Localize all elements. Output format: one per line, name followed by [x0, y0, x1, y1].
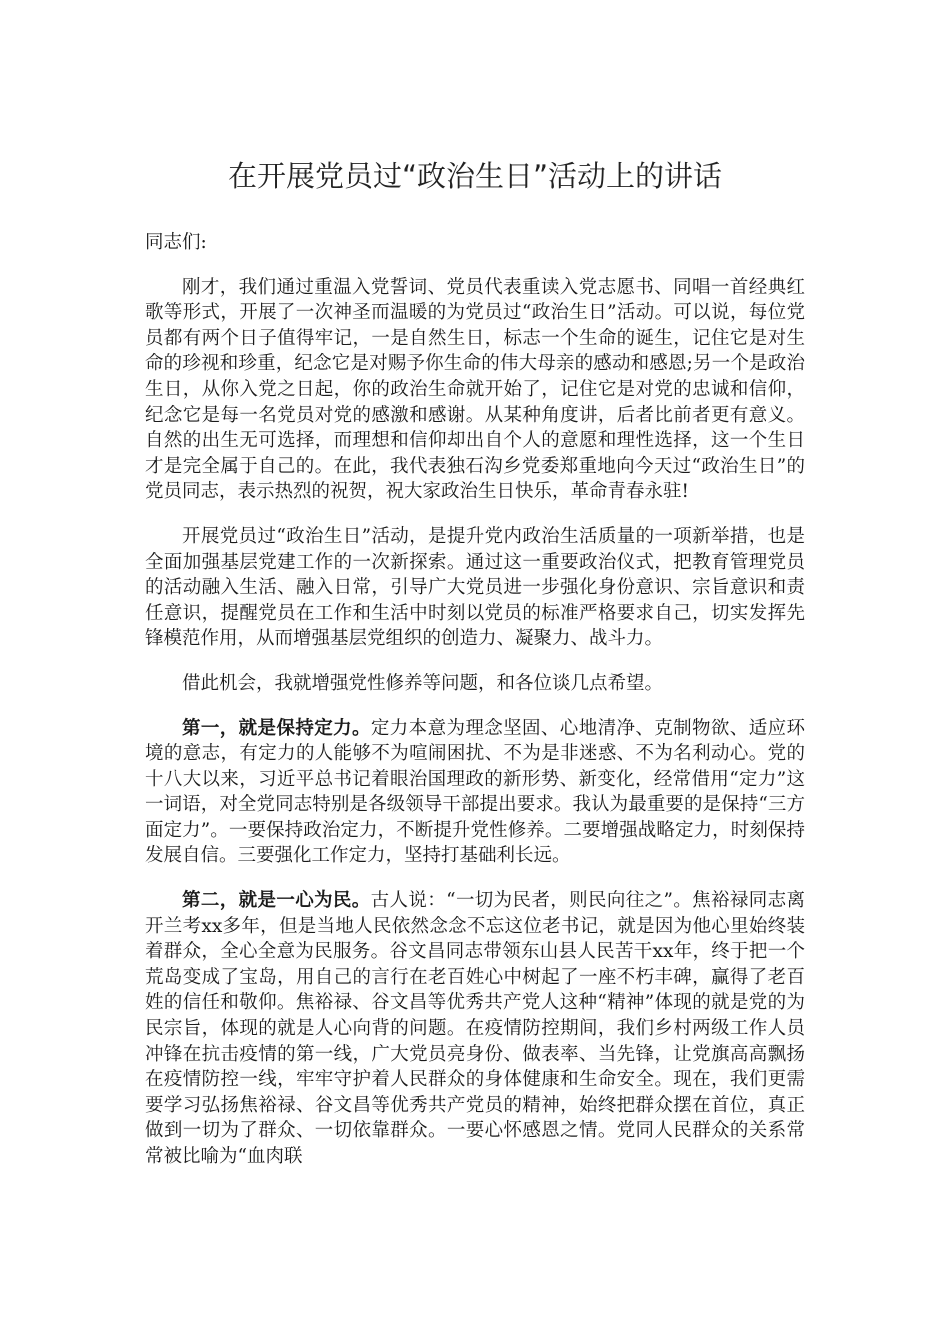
paragraph-point-one — [145, 716, 805, 870]
salutation: 同志们: — [145, 232, 207, 253]
paragraph-text: 借此机会，我就增强党性修养等问题，和各位谈几点希望。 — [182, 672, 664, 694]
paragraph-lead-heading: 第二，就是一心为民。 — [182, 890, 371, 912]
paragraph-text: 定力本意为理念坚固、心地清净、克制物欲、适应环境的意志，有定力的人能够不为喧闹困扰、不为是非迷惑、不为名利动心。党的十八大以来，习近平总书记着眼治国理政的新形势、新变化，经常借用“定力”这一词语，对全党同志特别是各级领导干部提出要求。我认为最重要的是保持“三方面定力”。一要保持政治定力，不断提升党性修养。二要增强战略定力，时刻保持发展自信。三要强化工作定力，坚持打基础利长远。 — [145, 717, 805, 867]
paragraph-text: 刚才，我们通过重温入党誓词、党员代表重读入党志愿书、同唱一首经典红歌等形式，开展了一次神圣而温暖的为党员过“政治生日”活动。可以说，每位党员都有两个日子值得牢记，一是自然生日，标志一个生命的诞生，记住它是对生命的珍视和珍重，纪念它是对赐予你生命的伟大母亲的感动和感恩;另一个是政治生日，从你入党之日起，你的政治生命就开始了，记住它是对党的忠诚和信仰，纪念它是每一名党员对党的感激和感谢。从某种角度讲，后者比前者更有意义。自然的出生无可选择，而理想和信仰却出自个人的意愿和理性选择，这一个生日才是完全属于自己的。在此，我代表独石沟乡党委郑重地向今天过“政治生日”的党员同志，表示热烈的祝贺，祝大家政治生日快乐，革命青春永驻! — [145, 276, 805, 503]
paragraph-text: 古人说：“一切为民者，则民向往之”。焦裕禄同志离开兰考xx多年，但是当地人民依然念念不忘这位老书记，就是因为他心里始终装着群众，全心全意为民服务。谷文昌同志带领东山县人民苦干xx年，终于把一个荒岛变成了宝岛，用自己的言行在老百姓心中树起了一座不朽丰碑，赢得了老百姓的信任和敬仰。焦裕禄、谷文昌等优秀共产党人这种“精神”体现的就是党的为民宗旨，体现的就是人心向背的问题。在疫情防控期间，我们乡村两级工作人员冲锋在抗击疫情的第一线，广大党员亮身份、做表率、当先锋，让党旗高高飘扬在疫情防控一线，牢牢守护着人民群众的身体健康和生命安全。现在，我们更需要学习弘扬焦裕禄、谷文昌等优秀共产党员的精神，始终把群众摆在首位，真正做到一切为了群众、一切依靠群众。一要心怀感恩之情。党同人民群众的关系常常被比喻为“血肉联 — [145, 890, 805, 1167]
paragraph-text: 开展党员过“政治生日”活动，是提升党内政治生活质量的一项新举措，也是全面加强基层党建工作的一次新探索。通过这一重要政治仪式，把教育管理党员的活动融入生活、融入日常，引导广大党员进一步强化身份意识、宗旨意识和责任意识，提醒党员在工作和生活中时刻以党员的标准严格要求自己，切实发挥先锋模范作用，从而增强基层党组织的创造力、凝聚力、战斗力。 — [145, 525, 805, 650]
page-title: 在开展党员过“政治生日”活动上的讲话 — [227, 159, 723, 193]
paragraph-significance — [145, 524, 805, 652]
paragraph-lead-heading: 第一，就是保持定力。 — [182, 717, 371, 739]
paragraph-point-two — [145, 888, 805, 1170]
paragraph-opening — [145, 275, 805, 505]
paragraph-transition — [145, 671, 805, 697]
speech-body — [145, 230, 805, 1189]
